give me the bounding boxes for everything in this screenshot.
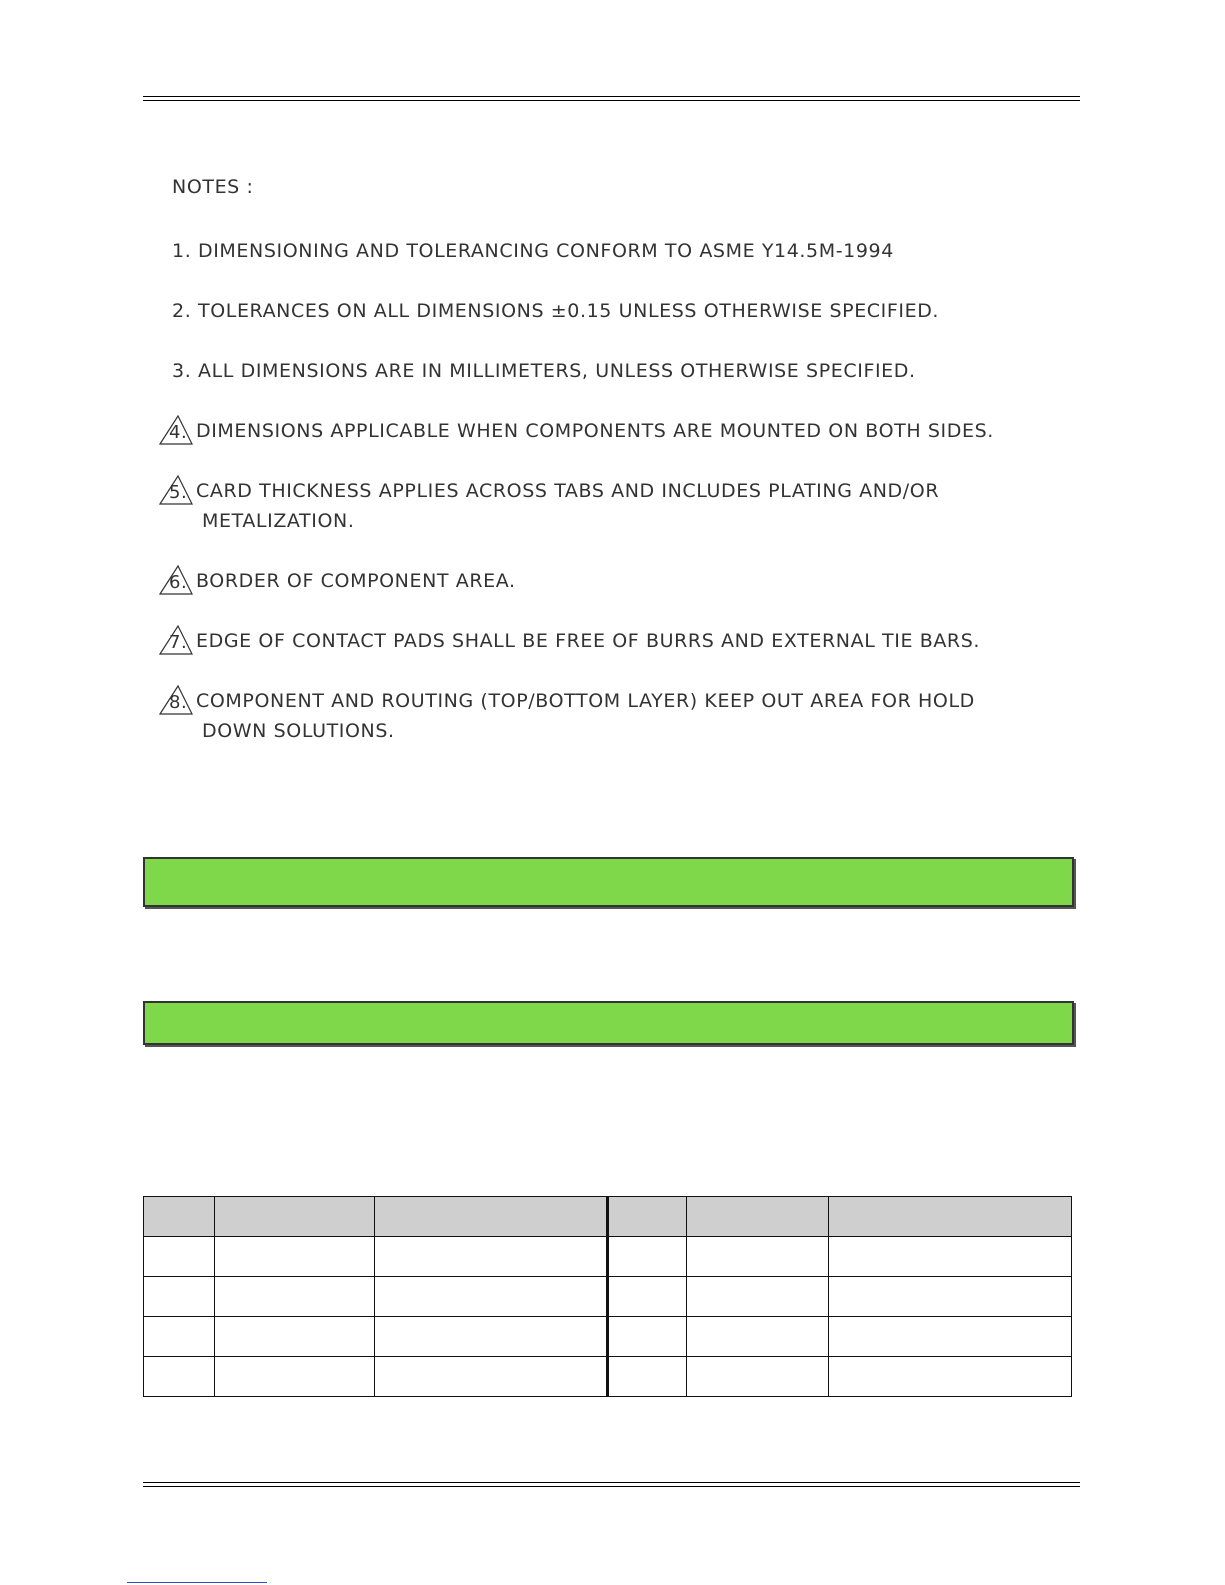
note-number: 3. bbox=[172, 360, 192, 382]
note-number: 1. bbox=[172, 240, 192, 262]
table-row bbox=[144, 1357, 1072, 1397]
table-row bbox=[144, 1317, 1072, 1357]
note-text: COMPONENT AND ROUTING (TOP/BOTTOM LAYER) KEEP OUT AREA FOR HOLD bbox=[196, 690, 975, 712]
note-text-continued: METALIZATION. bbox=[202, 510, 355, 532]
table-cell bbox=[215, 1317, 375, 1357]
table-cell bbox=[687, 1277, 829, 1317]
table-header-cell bbox=[375, 1197, 608, 1237]
table-header-row bbox=[144, 1197, 1072, 1237]
table-header-cell bbox=[687, 1197, 829, 1237]
note-number: 5. bbox=[169, 482, 188, 503]
table-cell bbox=[608, 1277, 687, 1317]
note-text: CARD THICKNESS APPLIES ACROSS TABS AND INCLUDES PLATING AND/OR bbox=[196, 480, 940, 502]
note-text: DIMENSIONS APPLICABLE WHEN COMPONENTS ARE MOUNTED ON BOTH SIDES. bbox=[196, 420, 994, 442]
footer-rule bbox=[143, 1482, 1080, 1487]
note-6 bbox=[158, 566, 516, 596]
table-header-cell bbox=[215, 1197, 375, 1237]
header-rule bbox=[143, 96, 1080, 101]
table-cell bbox=[215, 1277, 375, 1317]
table-header-cell bbox=[829, 1197, 1072, 1237]
note-number: 4. bbox=[169, 422, 188, 443]
flag-note-triangle-icon bbox=[158, 476, 196, 506]
note-1 bbox=[158, 236, 894, 266]
table-cell bbox=[144, 1277, 215, 1317]
note-number: 7. bbox=[169, 632, 188, 653]
table-cell bbox=[829, 1277, 1072, 1317]
table-cell bbox=[215, 1357, 375, 1397]
table-cell bbox=[375, 1357, 608, 1397]
footer-link-underline[interactable] bbox=[127, 1582, 267, 1583]
note-number: 8. bbox=[169, 692, 188, 713]
note-text: DIMENSIONING AND TOLERANCING CONFORM TO ASME Y14.5M-1994 bbox=[198, 240, 894, 262]
note-number: 2. bbox=[172, 300, 192, 322]
table-cell bbox=[608, 1317, 687, 1357]
flag-note-triangle-icon bbox=[158, 566, 196, 596]
table-cell bbox=[608, 1237, 687, 1277]
table-cell bbox=[375, 1277, 608, 1317]
flag-note-triangle-icon bbox=[158, 416, 196, 446]
table-row bbox=[144, 1237, 1072, 1277]
note-text: ALL DIMENSIONS ARE IN MILLIMETERS, UNLESS OTHERWISE SPECIFIED. bbox=[198, 360, 916, 382]
note-text: EDGE OF CONTACT PADS SHALL BE FREE OF BURRS AND EXTERNAL TIE BARS. bbox=[196, 630, 981, 652]
table-cell bbox=[829, 1317, 1072, 1357]
table-header-cell bbox=[144, 1197, 215, 1237]
note-text: BORDER OF COMPONENT AREA. bbox=[196, 570, 516, 592]
table-cell bbox=[687, 1317, 829, 1357]
note-text: TOLERANCES ON ALL DIMENSIONS ±0.15 UNLESS OTHERWISE SPECIFIED. bbox=[198, 300, 940, 322]
table-cell bbox=[215, 1237, 375, 1277]
flag-note-triangle-icon bbox=[158, 686, 196, 716]
table-cell bbox=[144, 1237, 215, 1277]
table-header-cell bbox=[608, 1197, 687, 1237]
table-cell bbox=[375, 1317, 608, 1357]
notes-heading: NOTES : bbox=[172, 176, 254, 198]
table-row bbox=[144, 1277, 1072, 1317]
note-text-continued: DOWN SOLUTIONS. bbox=[202, 720, 395, 742]
note-4 bbox=[158, 416, 994, 446]
table-cell bbox=[829, 1357, 1072, 1397]
note-5 bbox=[158, 476, 939, 536]
table-cell bbox=[687, 1357, 829, 1397]
note-number: 6. bbox=[169, 572, 188, 593]
note-2 bbox=[158, 296, 939, 326]
section-heading-bar bbox=[143, 857, 1074, 907]
flag-note-triangle-icon bbox=[158, 626, 196, 656]
table-cell bbox=[829, 1237, 1072, 1277]
table-cell bbox=[375, 1237, 608, 1277]
section-heading-bar bbox=[143, 1001, 1074, 1045]
revision-table bbox=[143, 1196, 1072, 1397]
note-7 bbox=[158, 626, 980, 656]
table-cell bbox=[608, 1357, 687, 1397]
note-8 bbox=[158, 686, 975, 746]
table-cell bbox=[144, 1317, 215, 1357]
note-3 bbox=[158, 356, 916, 386]
table-cell bbox=[144, 1357, 215, 1397]
table-cell bbox=[687, 1237, 829, 1277]
